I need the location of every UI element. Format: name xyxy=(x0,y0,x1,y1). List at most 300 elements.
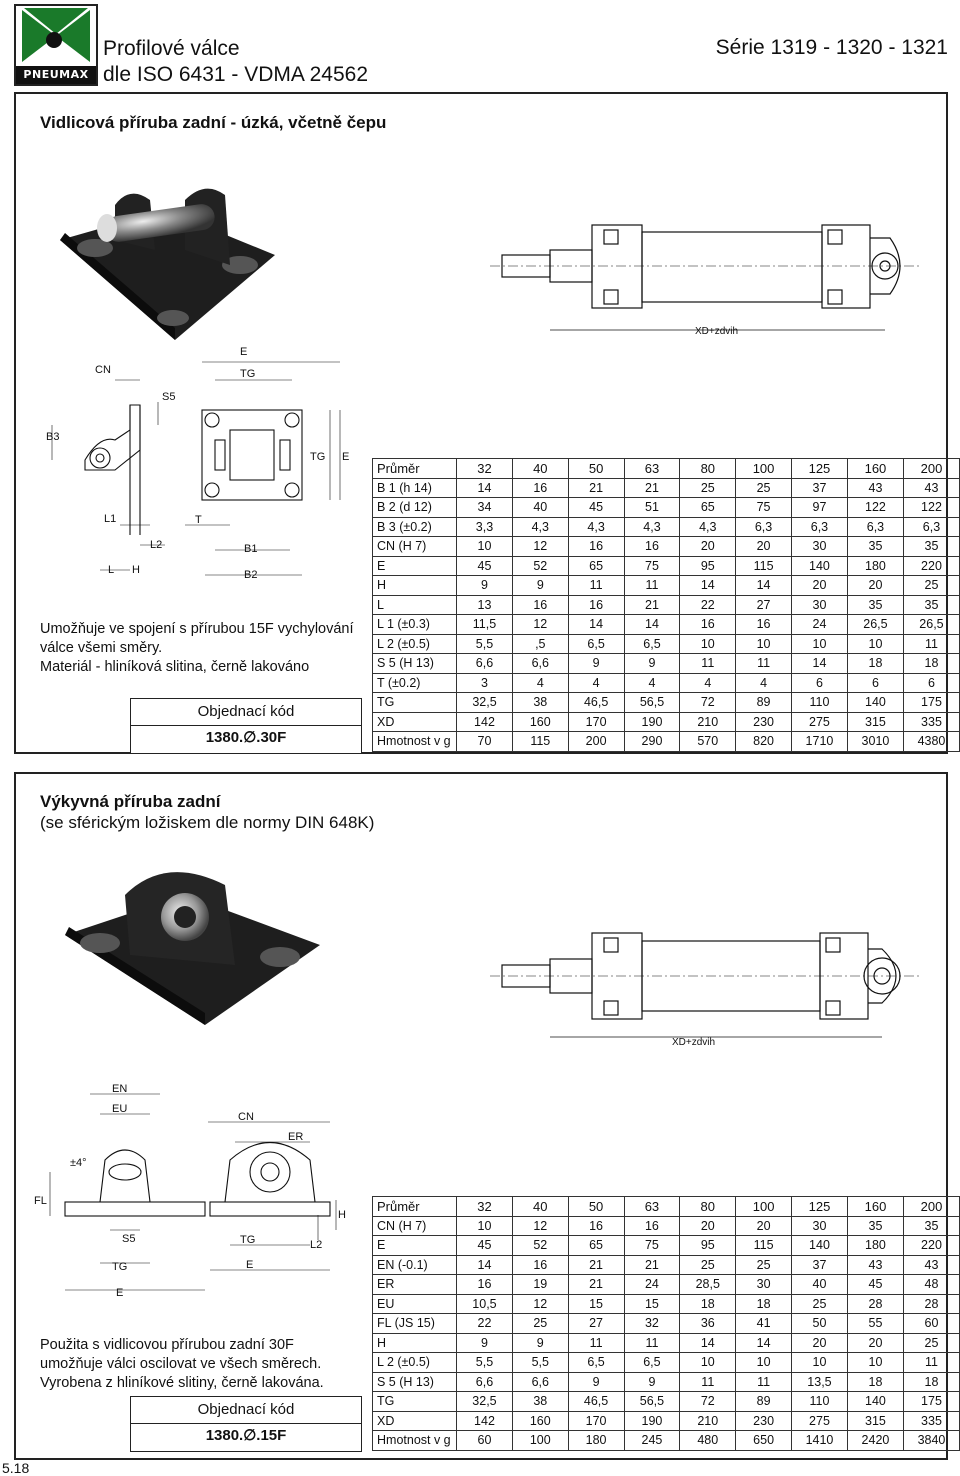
table-cell: 40 xyxy=(791,1275,847,1295)
row-label: TG xyxy=(373,693,457,713)
table-row xyxy=(373,1431,960,1451)
table-cell: 4,3 xyxy=(680,517,736,537)
table-cell: 16 xyxy=(568,1216,624,1236)
table-cell: 18 xyxy=(680,1294,736,1314)
table-cell: 43 xyxy=(847,1255,903,1275)
row-label: TG xyxy=(373,1392,457,1412)
row-label: Hmotnost v g xyxy=(373,732,457,752)
pivot-dimension-drawing xyxy=(30,1080,360,1305)
dim-label-b3: B3 xyxy=(46,431,60,443)
table-cell: 45 xyxy=(568,498,624,518)
table-cell: ,5 xyxy=(512,634,568,654)
table-cell: 24 xyxy=(791,615,847,635)
table-cell: 9 xyxy=(624,654,680,674)
table-cell: 32 xyxy=(624,1314,680,1334)
table-cell: 6,6 xyxy=(457,654,513,674)
table-cell: 4380 xyxy=(903,732,959,752)
table-cell: 175 xyxy=(903,1392,959,1412)
table-cell: 9 xyxy=(457,576,513,596)
dim-label-l2: L2 xyxy=(150,539,163,551)
table-cell: 6,5 xyxy=(568,634,624,654)
table-cell: 21 xyxy=(568,1255,624,1275)
table-cell: 3010 xyxy=(847,732,903,752)
table-row xyxy=(373,478,960,498)
dim-label-l1: L1 xyxy=(104,513,117,525)
table-cell: 9 xyxy=(512,576,568,596)
table-cell: 46,5 xyxy=(568,1392,624,1412)
table-cell: 12 xyxy=(512,615,568,635)
table-cell: 6,5 xyxy=(624,634,680,654)
table-cell: 95 xyxy=(680,1236,736,1256)
table-cell: 18 xyxy=(903,654,959,674)
table-row xyxy=(373,1314,960,1334)
desc-line: Použita s vidlicovou přírubou zadní 30F xyxy=(40,1337,294,1353)
table-cell: 6,6 xyxy=(457,1372,513,1392)
row-label: H xyxy=(373,1333,457,1353)
table-cell: 22 xyxy=(457,1314,513,1334)
table-cell: 60 xyxy=(903,1314,959,1334)
table-cell: 11 xyxy=(624,576,680,596)
table-cell: 15 xyxy=(624,1294,680,1314)
table-cell: 3840 xyxy=(903,1431,959,1451)
table-cell: 110 xyxy=(791,693,847,713)
dimension-table-1 xyxy=(372,458,960,752)
table-cell: 180 xyxy=(847,1236,903,1256)
table-cell: 75 xyxy=(624,556,680,576)
dim-label-l2: L2 xyxy=(310,1239,323,1251)
table-cell: 115 xyxy=(736,1236,792,1256)
row-label: XD xyxy=(373,712,457,732)
table-cell: 14 xyxy=(568,615,624,635)
table-cell: 1410 xyxy=(791,1431,847,1451)
row-label: ER xyxy=(373,1275,457,1295)
table-cell: 25 xyxy=(736,478,792,498)
table-cell: 65 xyxy=(568,556,624,576)
table-cell: 27 xyxy=(736,595,792,615)
row-label: EU xyxy=(373,1294,457,1314)
table-cell: 16 xyxy=(568,537,624,557)
dimension-table-2 xyxy=(372,1196,960,1451)
table-cell: 14 xyxy=(736,576,792,596)
table-cell: 6,3 xyxy=(847,517,903,537)
dim-label-l: L xyxy=(108,564,115,576)
table-cell: 142 xyxy=(457,712,513,732)
table-cell: 115 xyxy=(736,556,792,576)
table-cell: 16 xyxy=(736,615,792,635)
table-cell: 6,5 xyxy=(568,1353,624,1373)
table-cell: 820 xyxy=(736,732,792,752)
table-cell: 210 xyxy=(680,712,736,732)
table-cell: 43 xyxy=(903,478,959,498)
table-cell: 26,5 xyxy=(903,615,959,635)
table-cell: 142 xyxy=(457,1411,513,1431)
table-cell: 45 xyxy=(847,1275,903,1295)
table-cell: 12 xyxy=(512,1294,568,1314)
table-cell: 9 xyxy=(568,1372,624,1392)
dim-label-tg: TG xyxy=(112,1261,128,1273)
table-cell: 4 xyxy=(680,673,736,693)
section-2-subtitle: (se sférickým ložiskem dle normy DIN 648K) xyxy=(40,813,375,832)
table-cell: 160 xyxy=(847,1197,903,1217)
table-cell: 24 xyxy=(624,1275,680,1295)
table-cell: 27 xyxy=(568,1314,624,1334)
table-cell: 122 xyxy=(847,498,903,518)
table-row xyxy=(373,1236,960,1256)
desc-line: válce všemi směry. xyxy=(40,640,163,656)
page-title xyxy=(103,36,368,88)
order-code: 1380.∅.15F xyxy=(205,1427,287,1444)
table-cell: 21 xyxy=(568,1275,624,1295)
desc-line: Materiál - hliníková slitina, černě lakováno xyxy=(40,659,310,675)
row-label: B 1 (h 14) xyxy=(373,478,457,498)
table-cell: 16 xyxy=(512,478,568,498)
table-cell: 89 xyxy=(736,1392,792,1412)
table-cell: 125 xyxy=(791,1197,847,1217)
table-cell: 28 xyxy=(903,1294,959,1314)
table-cell: 115 xyxy=(512,732,568,752)
table-cell: 20 xyxy=(791,576,847,596)
table-cell: 25 xyxy=(903,1333,959,1353)
table-row xyxy=(373,634,960,654)
table-cell: 5,5 xyxy=(457,634,513,654)
table-cell: 140 xyxy=(847,1392,903,1412)
table-row xyxy=(373,1275,960,1295)
table-cell: 190 xyxy=(624,712,680,732)
table-cell: 6,5 xyxy=(624,1353,680,1373)
table-cell: 63 xyxy=(624,1197,680,1217)
table-cell: 97 xyxy=(791,498,847,518)
table-row xyxy=(373,1353,960,1373)
section-1-description xyxy=(40,620,354,677)
table-cell: 28,5 xyxy=(680,1275,736,1295)
table-cell: 52 xyxy=(512,1236,568,1256)
stroke-label-2: XD+zdvih xyxy=(672,1037,716,1048)
table-cell: 89 xyxy=(736,693,792,713)
table-cell: 36 xyxy=(680,1314,736,1334)
row-label: FL (JS 15) xyxy=(373,1314,457,1334)
table-cell: 11 xyxy=(680,654,736,674)
table-cell: 9 xyxy=(457,1333,513,1353)
table-cell: 95 xyxy=(680,556,736,576)
table-cell: 20 xyxy=(847,576,903,596)
table-row xyxy=(373,1216,960,1236)
table-cell: 140 xyxy=(791,556,847,576)
table-cell: 140 xyxy=(847,693,903,713)
table-cell: 11 xyxy=(680,1372,736,1392)
stroke-label-1: XD+zdvih xyxy=(695,326,739,337)
table-cell: 6,6 xyxy=(512,1372,568,1392)
table-cell: 63 xyxy=(624,459,680,479)
table-cell: 14 xyxy=(680,1333,736,1353)
dim-label-b2: B2 xyxy=(244,569,258,581)
table-row xyxy=(373,576,960,596)
row-label: Průměr xyxy=(373,1197,457,1217)
table-cell: 32,5 xyxy=(457,1392,513,1412)
cylinder-drawing-1 xyxy=(490,210,930,340)
row-label: L xyxy=(373,595,457,615)
table-cell: 10 xyxy=(791,634,847,654)
table-cell: 200 xyxy=(903,459,959,479)
table-cell: 180 xyxy=(847,556,903,576)
table-cell: 35 xyxy=(847,537,903,557)
table-cell: 37 xyxy=(791,1255,847,1275)
table-cell: 290 xyxy=(624,732,680,752)
table-cell: 45 xyxy=(457,1236,513,1256)
dim-label-h: H xyxy=(132,564,140,576)
row-label: EN (-0.1) xyxy=(373,1255,457,1275)
dim-label-e-2: E xyxy=(246,1259,254,1271)
table-cell: 50 xyxy=(568,1197,624,1217)
table-cell: 25 xyxy=(680,1255,736,1275)
table-cell: 190 xyxy=(624,1411,680,1431)
table-cell: 480 xyxy=(680,1431,736,1451)
table-cell: 48 xyxy=(903,1275,959,1295)
table-cell: 4,3 xyxy=(568,517,624,537)
dim-label-e: E xyxy=(240,346,248,358)
table-cell: 18 xyxy=(736,1294,792,1314)
table-cell: 16 xyxy=(512,1255,568,1275)
table-cell: 18 xyxy=(903,1372,959,1392)
table-cell: 6,3 xyxy=(736,517,792,537)
logo-emblem-icon xyxy=(16,6,96,66)
table-cell: 30 xyxy=(791,1216,847,1236)
table-cell: 18 xyxy=(847,1372,903,1392)
table-cell: 6 xyxy=(847,673,903,693)
table-cell: 160 xyxy=(847,459,903,479)
table-cell: 315 xyxy=(847,1411,903,1431)
table-cell: 55 xyxy=(847,1314,903,1334)
table-cell: 12 xyxy=(512,537,568,557)
table-cell: 21 xyxy=(624,478,680,498)
table-cell: 160 xyxy=(512,712,568,732)
dim-label-fl: FL xyxy=(34,1195,47,1207)
dim-label-en: EN xyxy=(112,1083,128,1095)
table-cell: 335 xyxy=(903,1411,959,1431)
table-cell: 10 xyxy=(847,634,903,654)
table-cell: 72 xyxy=(680,693,736,713)
section-2-title: Výkyvná příruba zadní xyxy=(40,792,221,811)
table-cell: 4 xyxy=(512,673,568,693)
table-row xyxy=(373,615,960,635)
section-2-description xyxy=(40,1336,324,1393)
table-cell: 20 xyxy=(680,1216,736,1236)
table-cell: 30 xyxy=(736,1275,792,1295)
table-cell: 180 xyxy=(568,1431,624,1451)
desc-line: Umožňuje ve spojení s přírubou 15F vychylování xyxy=(40,621,354,637)
table-cell: 10 xyxy=(791,1353,847,1373)
table-cell: 38 xyxy=(512,1392,568,1412)
desc-line: umožňuje válci oscilovat ve všech směrech. xyxy=(40,1356,322,1372)
table-cell: 16 xyxy=(512,595,568,615)
section-1-title: Vidlicová příruba zadní - úzká, včetně čepu xyxy=(40,113,387,132)
table-cell: 11 xyxy=(568,576,624,596)
table-row xyxy=(373,1255,960,1275)
table-cell: 32,5 xyxy=(457,693,513,713)
table-cell: 220 xyxy=(903,1236,959,1256)
table-cell: 10 xyxy=(680,1353,736,1373)
row-label: T (±0.2) xyxy=(373,673,457,693)
logo-brand-text: PNEUMAX xyxy=(16,66,96,84)
table-row xyxy=(373,654,960,674)
table-cell: 16 xyxy=(624,537,680,557)
table-cell: 72 xyxy=(680,1392,736,1412)
table-cell: 12 xyxy=(512,1216,568,1236)
table-cell: 35 xyxy=(903,537,959,557)
table-cell: 20 xyxy=(736,1216,792,1236)
table-cell: 6 xyxy=(903,673,959,693)
row-label: E xyxy=(373,1236,457,1256)
table-cell: 21 xyxy=(624,1255,680,1275)
order-code: 1380.∅.30F xyxy=(205,729,287,746)
table-cell: 65 xyxy=(568,1236,624,1256)
dim-label-eu: EU xyxy=(112,1103,128,1115)
table-cell: 100 xyxy=(512,1431,568,1451)
table-cell: 40 xyxy=(512,1197,568,1217)
table-cell: 3 xyxy=(457,673,513,693)
cylinder-drawing-2 xyxy=(490,915,930,1050)
table-cell: 2420 xyxy=(847,1431,903,1451)
table-cell: 125 xyxy=(791,459,847,479)
desc-line: Vyrobena z hliníkové slitiny, černě lakována. xyxy=(40,1375,324,1391)
table-cell: 40 xyxy=(512,498,568,518)
table-cell: 13 xyxy=(457,595,513,615)
table-cell: 32 xyxy=(457,459,513,479)
table-cell: 10 xyxy=(847,1353,903,1373)
row-label: H xyxy=(373,576,457,596)
table-cell: 4 xyxy=(568,673,624,693)
row-label: Hmotnost v g xyxy=(373,1431,457,1451)
table-cell: 14 xyxy=(624,615,680,635)
table-cell: 34 xyxy=(457,498,513,518)
row-label: CN (H 7) xyxy=(373,1216,457,1236)
table-cell: 9 xyxy=(568,654,624,674)
table-cell: 4 xyxy=(624,673,680,693)
clevis-bracket-photo xyxy=(55,170,280,345)
table-cell: 60 xyxy=(457,1431,513,1451)
table-cell: 25 xyxy=(736,1255,792,1275)
table-cell: 21 xyxy=(624,595,680,615)
table-cell: 16 xyxy=(680,615,736,635)
dim-label-tg-vertical: TG xyxy=(310,451,326,463)
table-cell: 21 xyxy=(568,478,624,498)
table-row xyxy=(373,693,960,713)
table-cell: 335 xyxy=(903,712,959,732)
table-cell: 20 xyxy=(680,537,736,557)
row-label: S 5 (H 13) xyxy=(373,654,457,674)
table-cell: 10,5 xyxy=(457,1294,513,1314)
table-cell: 6,6 xyxy=(512,654,568,674)
table-cell: 75 xyxy=(736,498,792,518)
table-cell: 230 xyxy=(736,712,792,732)
table-row xyxy=(373,712,960,732)
table-cell: 14 xyxy=(457,1255,513,1275)
order-code-box-1 xyxy=(130,698,362,754)
table-cell: 20 xyxy=(791,1333,847,1353)
table-cell: 570 xyxy=(680,732,736,752)
table-cell: 5,5 xyxy=(457,1353,513,1373)
table-cell: 1710 xyxy=(791,732,847,752)
table-cell: 35 xyxy=(847,595,903,615)
table-cell: 28 xyxy=(847,1294,903,1314)
dim-label-cn: CN xyxy=(95,364,111,376)
table-cell: 41 xyxy=(736,1314,792,1334)
table-cell: 13,5 xyxy=(791,1372,847,1392)
table-cell: 200 xyxy=(568,732,624,752)
dim-label-tg-2: TG xyxy=(240,1234,256,1246)
table-cell: 56,5 xyxy=(624,693,680,713)
table-cell: 20 xyxy=(736,537,792,557)
table-cell: 6,3 xyxy=(791,517,847,537)
table-cell: 100 xyxy=(736,459,792,479)
title-line-1: Profilové válce xyxy=(103,37,240,60)
table-cell: 18 xyxy=(847,654,903,674)
table-cell: 52 xyxy=(512,556,568,576)
dim-label-er: ER xyxy=(288,1131,304,1143)
table-cell: 650 xyxy=(736,1431,792,1451)
pneumax-logo xyxy=(14,4,98,86)
table-cell: 230 xyxy=(736,1411,792,1431)
table-cell: 11 xyxy=(903,1353,959,1373)
table-cell: 10 xyxy=(736,1353,792,1373)
table-cell: 26,5 xyxy=(847,615,903,635)
table-cell: 30 xyxy=(791,537,847,557)
row-label: B 3 (±0.2) xyxy=(373,517,457,537)
dim-label-cn: CN xyxy=(238,1111,254,1123)
table-cell: 14 xyxy=(680,576,736,596)
table-cell: 11 xyxy=(624,1333,680,1353)
table-cell: 3,3 xyxy=(457,517,513,537)
pivot-bracket-photo xyxy=(55,855,325,1030)
table-cell: 122 xyxy=(903,498,959,518)
table-cell: 51 xyxy=(624,498,680,518)
table-header-row xyxy=(373,1197,960,1217)
table-cell: 37 xyxy=(791,478,847,498)
title-line-2: dle ISO 6431 - VDMA 24562 xyxy=(103,63,368,86)
row-label: B 2 (d 12) xyxy=(373,498,457,518)
table-cell: 6 xyxy=(791,673,847,693)
table-row xyxy=(373,1392,960,1412)
table-cell: 10 xyxy=(457,537,513,557)
table-cell: 160 xyxy=(512,1411,568,1431)
table-row xyxy=(373,517,960,537)
table-row xyxy=(373,1294,960,1314)
page-number: 5.18 xyxy=(2,1460,30,1476)
table-cell: 75 xyxy=(624,1236,680,1256)
table-cell: 6,3 xyxy=(903,517,959,537)
table-cell: 35 xyxy=(847,1216,903,1236)
table-cell: 275 xyxy=(791,712,847,732)
table-cell: 16 xyxy=(457,1275,513,1295)
row-label: Průměr xyxy=(373,459,457,479)
table-cell: 15 xyxy=(568,1294,624,1314)
table-cell: 50 xyxy=(791,1314,847,1334)
row-label: XD xyxy=(373,1411,457,1431)
table-cell: 43 xyxy=(903,1255,959,1275)
dim-label-s5: S5 xyxy=(162,391,176,403)
table-cell: 56,5 xyxy=(624,1392,680,1412)
series-label: Série 1319 - 1320 - 1321 xyxy=(715,36,948,59)
table-row xyxy=(373,1333,960,1353)
row-label: S 5 (H 13) xyxy=(373,1372,457,1392)
dim-label-e: E xyxy=(116,1287,124,1299)
table-row xyxy=(373,732,960,752)
table-row xyxy=(373,1411,960,1431)
table-cell: 35 xyxy=(903,1216,959,1236)
table-cell: 20 xyxy=(847,1333,903,1353)
dim-label-e-vertical: E xyxy=(342,451,350,463)
table-cell: 11,5 xyxy=(457,615,513,635)
table-cell: 275 xyxy=(791,1411,847,1431)
